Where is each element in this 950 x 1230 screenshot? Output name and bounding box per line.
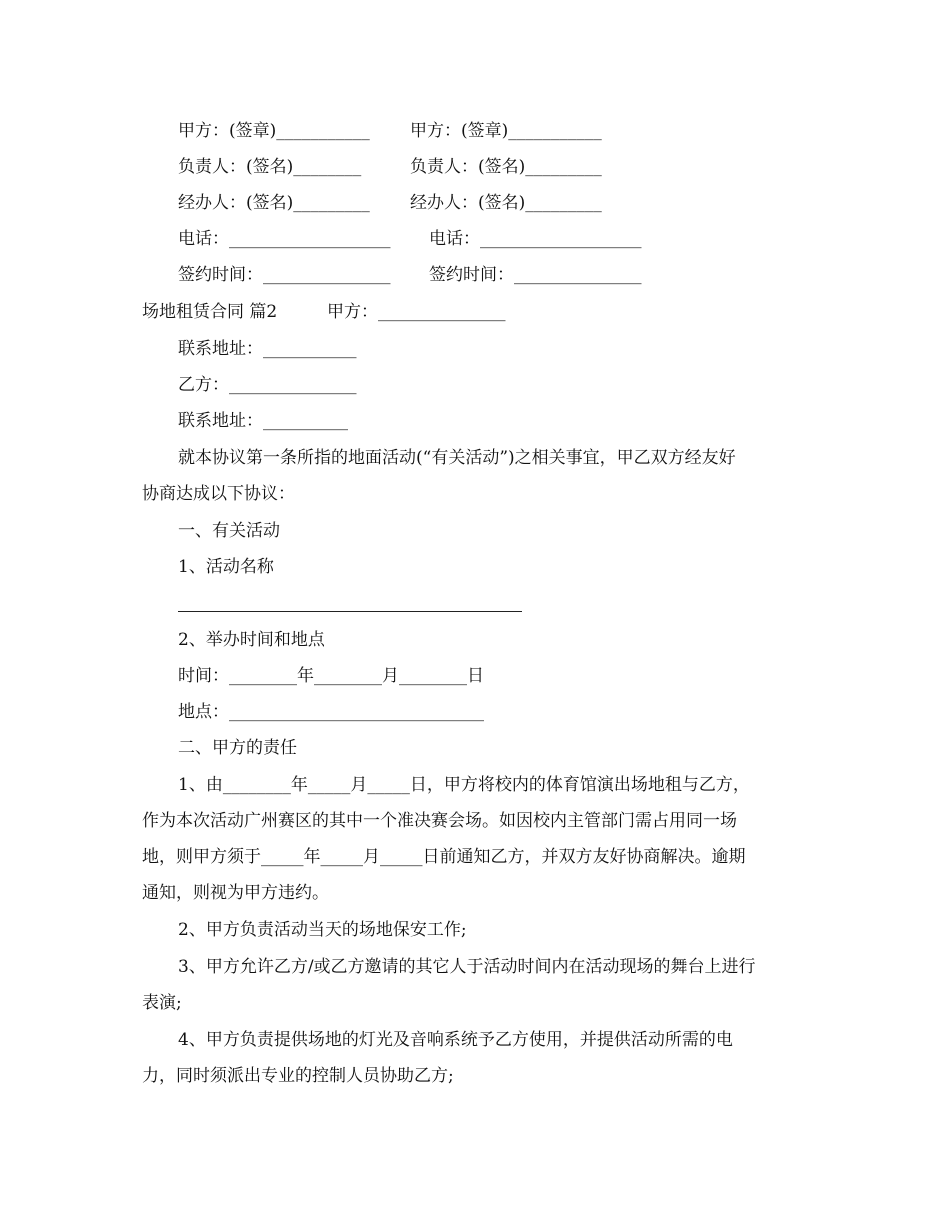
clause-4-line-1: 4、甲方负责提供场地的灯光及音响系统予乙方使用，并提供活动所需的电	[178, 1030, 733, 1050]
time-place-label: 2、举办时间和地点	[178, 630, 325, 650]
clause-4-line-2: 力，同时须派出专业的控制人员协助乙方;	[142, 1066, 454, 1086]
clause-1-line-2: 作为本次活动广州赛区的其中一个准决赛会场。如因校内主管部门需占用同一场	[142, 811, 737, 831]
party-a-address: 联系地址：___________	[178, 339, 357, 359]
sig-party-a-right: 甲方：(签章)___________	[410, 121, 602, 141]
sig-date-left: 签约时间：_______________	[178, 265, 391, 285]
party-b-address: 联系地址：__________	[178, 411, 348, 431]
intro-line-1: 就本协议第一条所指的地面活动(“有关活动”)之相关事宜，甲乙双方经友好	[178, 448, 736, 468]
clause-3-line-1: 3、甲方允许乙方/或乙方邀请的其它人于活动时间内在活动现场的舞台上进行	[178, 957, 756, 977]
sig-phone-left: 电话：___________________	[178, 229, 391, 249]
sig-party-a-left: 甲方：(签章)___________	[178, 121, 370, 141]
place-field: 地点：______________________________	[178, 702, 484, 722]
title-party-a: 甲方：_______________	[327, 302, 506, 322]
contract-title: 场地租赁合同 篇2	[142, 302, 278, 322]
sig-manager-right: 负责人：(签名)_________	[410, 157, 602, 177]
intro-line-2: 协商达成以下协议：	[142, 484, 295, 504]
party-b: 乙方：_______________	[178, 375, 357, 395]
activity-name-label: 1、活动名称	[178, 557, 274, 577]
sig-handler-right: 经办人：(签名)_________	[410, 193, 602, 213]
clause-3-line-2: 表演;	[142, 993, 182, 1013]
sig-manager-left: 负责人：(签名)________	[178, 157, 362, 177]
clause-2: 2、甲方负责活动当天的场地保安工作;	[178, 920, 467, 940]
clause-1-line-3: 地，则甲方须于_____年_____月_____日前通知乙方，并双方友好协商解决。逾期	[142, 847, 746, 867]
section-2-heading: 二、甲方的责任	[178, 738, 297, 758]
sig-handler-left: 经办人：(签名)_________	[178, 193, 370, 213]
clause-1-line-4: 通知，则视为甲方违约。	[142, 883, 329, 903]
activity-name-blank	[178, 611, 522, 612]
section-1-heading: 一、有关活动	[178, 521, 280, 541]
sig-date-right: 签约时间：_______________	[429, 265, 642, 285]
time-field: 时间：________年________月________日	[178, 666, 484, 686]
clause-1-line-1: 1、由________年_____月_____日，甲方将校内的体育馆演出场地租与乙方，	[178, 775, 750, 795]
sig-phone-right: 电话：___________________	[429, 229, 642, 249]
